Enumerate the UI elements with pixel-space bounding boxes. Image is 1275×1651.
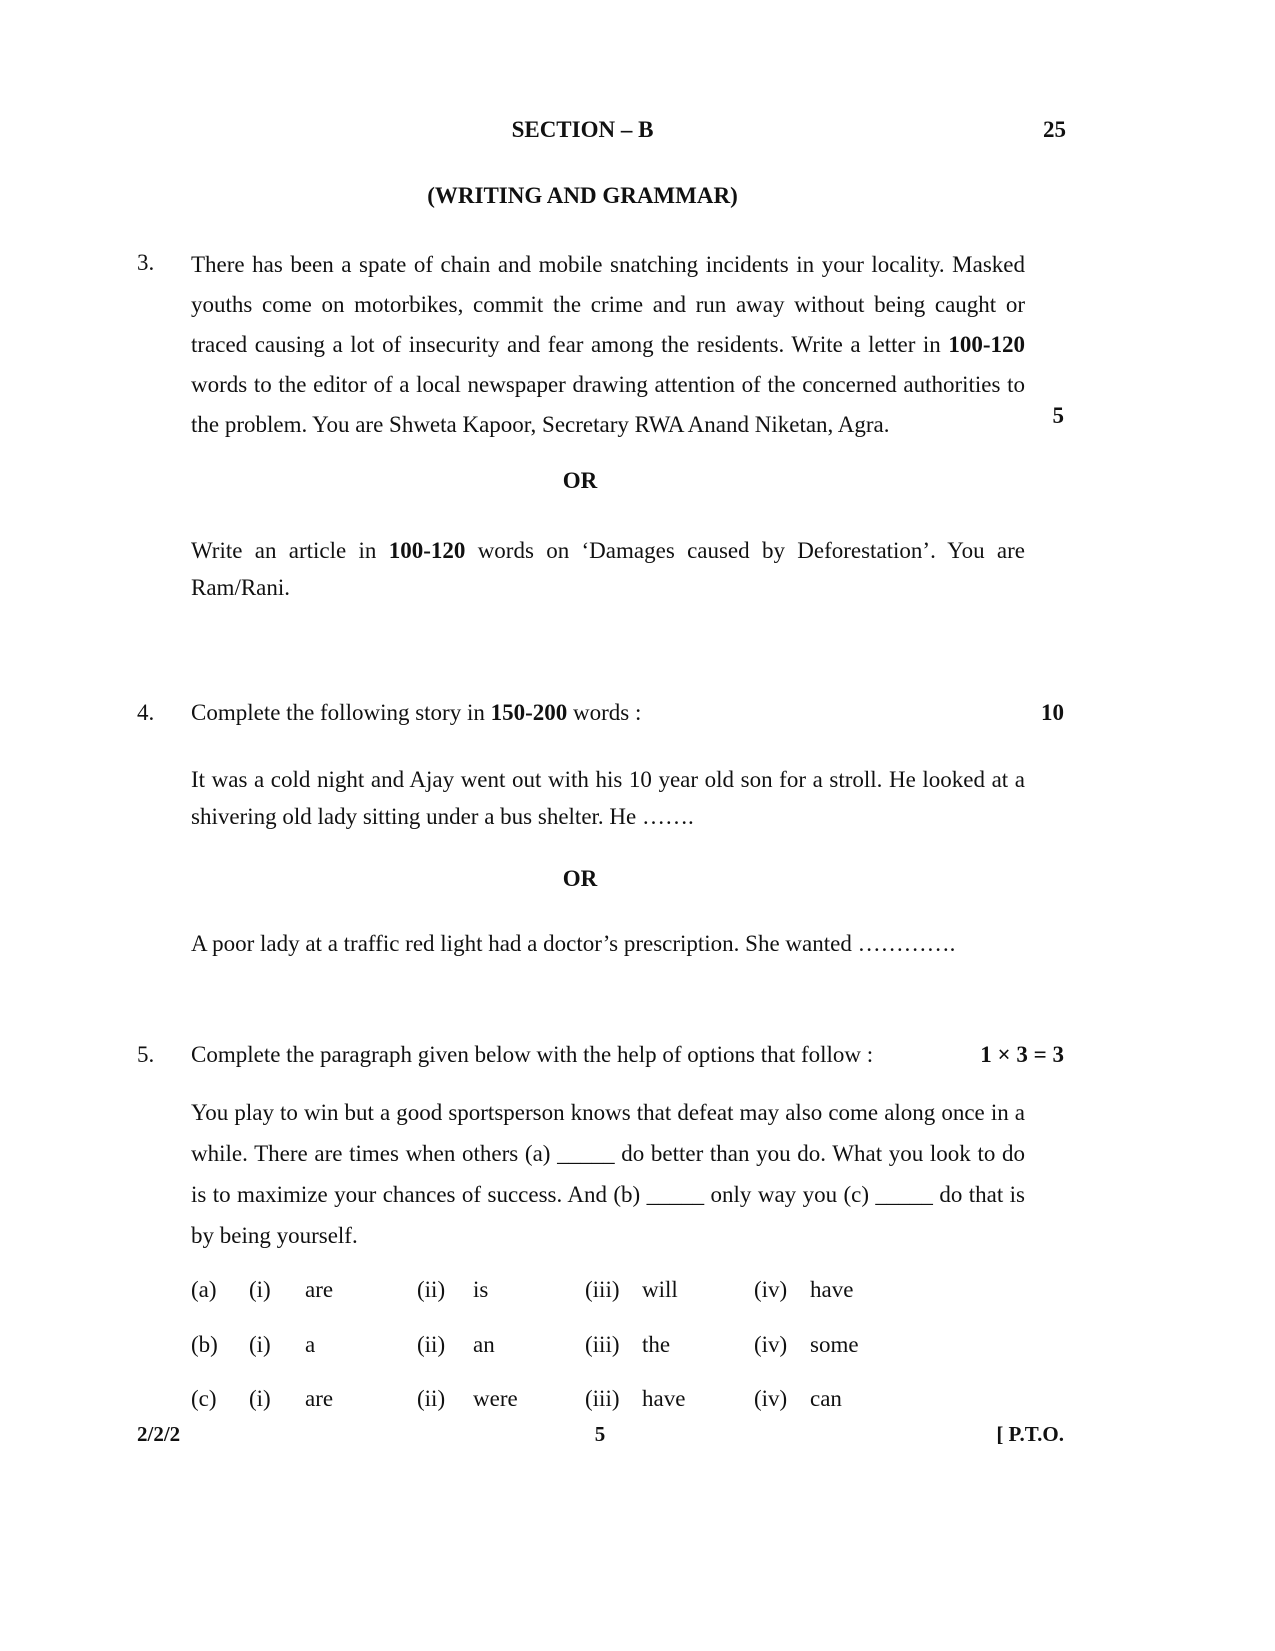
q3-number: 3. — [137, 250, 155, 275]
option-word: the — [642, 1332, 671, 1357]
q3-letter-text-part2: words to the editor of a local newspaper drawing attention of the concerned authorities to the problem. You are Shweta Kapoor, Secretary RWA Anand Niketan, Agra. — [191, 372, 1025, 437]
page-number: 5 — [594, 1422, 606, 1446]
q4-prompt-part1: Complete the following story in — [191, 700, 491, 725]
q4-word-limit: 150-200 — [490, 700, 568, 725]
section-title: SECTION – B — [511, 117, 654, 142]
option-word: a — [305, 1332, 316, 1357]
q3-article-text-part1: Write an article in — [191, 538, 389, 563]
q4-story-1: It was a cold night and Ajay went out with his 10 year old son for a stroll. He looked at a shivering old lady sitting under a bus shelter. He ……. — [191, 767, 1025, 829]
option-label: (a) — [191, 1277, 217, 1302]
option-numeral: (iv) — [754, 1277, 788, 1302]
q5-paragraph: You play to win but a good sportsperson knows that defeat may also come along once in a while. There are times when others (a) _____ do better than you do. What you look to do is to maximize your chances of success. And (b) _____ only way you (c) _____ do that is by being yourself. — [191, 1100, 1025, 1248]
option-word: are — [305, 1386, 334, 1411]
q4-prompt — [191, 700, 971, 726]
option-numeral: (iv) — [754, 1386, 788, 1411]
option-label: (b) — [191, 1332, 218, 1357]
option-numeral: (ii) — [417, 1332, 446, 1357]
option-word: can — [810, 1386, 842, 1411]
paper-code: 2/2/2 — [137, 1422, 181, 1446]
q5-options-row-a — [191, 1275, 951, 1305]
q4-marks: 10 — [1041, 700, 1064, 725]
option-word: have — [642, 1386, 686, 1411]
option-word: some — [810, 1332, 859, 1357]
q5-number: 5. — [137, 1042, 155, 1067]
q5-marks: 1 × 3 = 3 — [980, 1042, 1064, 1067]
option-numeral: (ii) — [417, 1386, 446, 1411]
q3-letter-text-part1: There has been a spate of chain and mobile snatching incidents in your locality. Masked youths come on motorbikes, commit the crime and run away without being caught or traced causing a lot of insecurity and fear among the residents. Write a letter in — [191, 252, 1025, 357]
q3-article-text-part2: words on ‘Damages caused by Deforestation’. You are Ram/Rani. — [191, 538, 1025, 600]
option-word: an — [473, 1332, 495, 1357]
q5-options-row-c — [191, 1384, 951, 1414]
option-word: will — [642, 1277, 678, 1302]
option-word: is — [473, 1277, 489, 1302]
q4-story-2: A poor lady at a traffic red light had a doctor’s prescription. She wanted …………. — [191, 931, 956, 956]
q5-prompt: Complete the paragraph given below with the help of options that follow : — [191, 1042, 874, 1067]
option-label: (c) — [191, 1386, 217, 1411]
option-numeral: (iii) — [585, 1332, 620, 1357]
q3-or: OR — [562, 468, 598, 493]
option-numeral: (iii) — [585, 1277, 620, 1302]
q3-article-text — [191, 532, 1025, 606]
q4-or: OR — [562, 866, 598, 891]
q3-article-word-limit: 100-120 — [388, 538, 466, 563]
q4-number: 4. — [137, 700, 155, 725]
pto-marker: [ P.T.O. — [996, 1422, 1064, 1446]
q3-letter-word-limit: 100-120 — [948, 332, 1025, 357]
q4-prompt-part2: words : — [567, 700, 642, 725]
option-word: are — [305, 1277, 334, 1302]
option-numeral: (i) — [249, 1332, 271, 1357]
option-numeral: (iv) — [754, 1332, 788, 1357]
option-word: have — [810, 1277, 854, 1302]
section-subtitle: (WRITING AND GRAMMAR) — [427, 183, 738, 208]
section-marks: 25 — [1043, 117, 1066, 142]
q5-options-row-b — [191, 1330, 951, 1360]
q3-marks: 5 — [1052, 403, 1064, 428]
option-numeral: (ii) — [417, 1277, 446, 1302]
q3-letter-text — [191, 245, 1025, 445]
option-word: were — [473, 1386, 518, 1411]
option-numeral: (iii) — [585, 1386, 620, 1411]
option-numeral: (i) — [249, 1386, 271, 1411]
option-numeral: (i) — [249, 1277, 271, 1302]
